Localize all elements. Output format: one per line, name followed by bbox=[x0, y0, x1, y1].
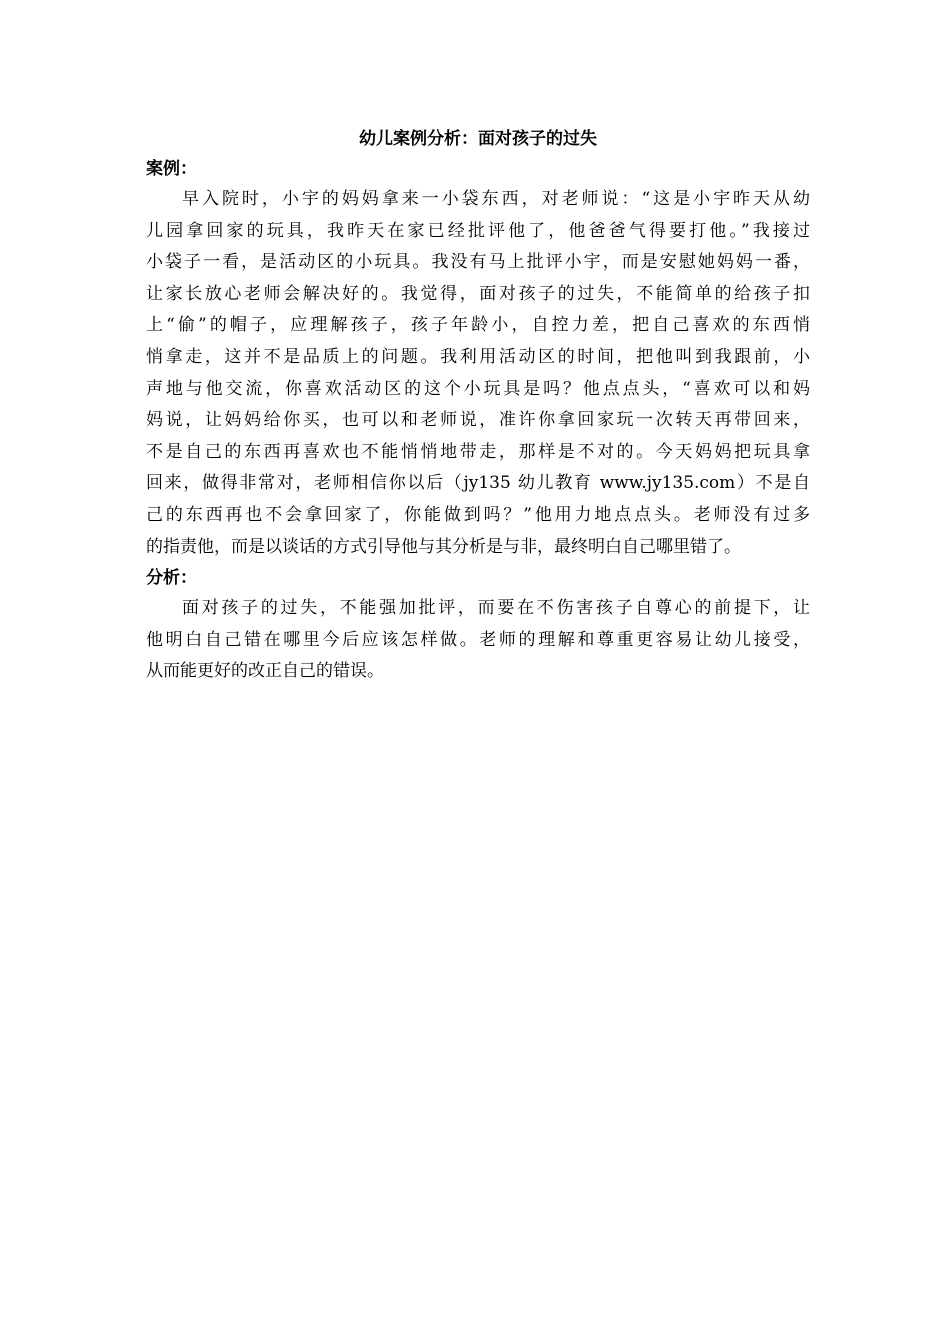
case-line: 回来，做得非常对，老师相信你以后（jy135 幼儿教育 www.jy135.com）不是自 bbox=[146, 473, 810, 494]
case-line: 不是自己的东西再喜欢也不能悄悄地带走，那样是不对的。今天妈妈把玩具拿 bbox=[146, 441, 810, 462]
case-line: 己的东西再也不会拿回家了，你能做到吗？”他用力地点点头。老师没有过多 bbox=[146, 504, 810, 525]
document-body bbox=[146, 124, 810, 688]
case-line: 上“偷”的帽子，应理解孩子，孩子年龄小，自控力差，把自己喜欢的东西悄 bbox=[146, 315, 810, 336]
case-heading: 案例： bbox=[146, 159, 197, 179]
case-line: 让家长放心老师会解决好的。我觉得，面对孩子的过失，不能简单的给孩子扣 bbox=[146, 283, 810, 304]
case-line: 小袋子一看，是活动区的小玩具。我没有马上批评小宇，而是安慰她妈妈一番， bbox=[146, 252, 810, 273]
case-paragraph bbox=[146, 184, 810, 563]
case-line: 声地与他交流，你喜欢活动区的这个小玩具是吗？他点点头，“喜欢可以和妈 bbox=[146, 378, 810, 399]
case-line: 妈说，让妈妈给你买，也可以和老师说，准许你拿回家玩一次转天再带回来， bbox=[146, 410, 810, 431]
analysis-heading: 分析： bbox=[146, 568, 197, 589]
case-line: 悄拿走，这并不是品质上的问题。我利用活动区的时间，把他叫到我跟前，小 bbox=[146, 346, 810, 367]
analysis-paragraph bbox=[146, 593, 810, 688]
case-line: 儿园拿回家的玩具，我昨天在家已经批评他了，他爸爸气得要打他。”我接过 bbox=[146, 220, 810, 241]
case-line: 的指责他，而是以谈话的方式引导他与其分析是与非，最终明白自己哪里错了。 bbox=[146, 536, 741, 557]
document-title: 幼儿案例分析：面对孩子的过失 bbox=[359, 129, 597, 149]
case-line: 早入院时，小宇的妈妈拿来一小袋东西，对老师说：“这是小宇昨天从幼 bbox=[182, 189, 810, 209]
analysis-line: 他明白自己错在哪里今后应该怎样做。老师的理解和尊重更容易让幼儿接受， bbox=[146, 629, 810, 650]
analysis-line: 面对孩子的过失，不能强加批评，而要在不伤害孩子自尊心的前提下，让 bbox=[182, 598, 810, 619]
analysis-line: 从而能更好的改正自己的错误。 bbox=[146, 661, 384, 682]
